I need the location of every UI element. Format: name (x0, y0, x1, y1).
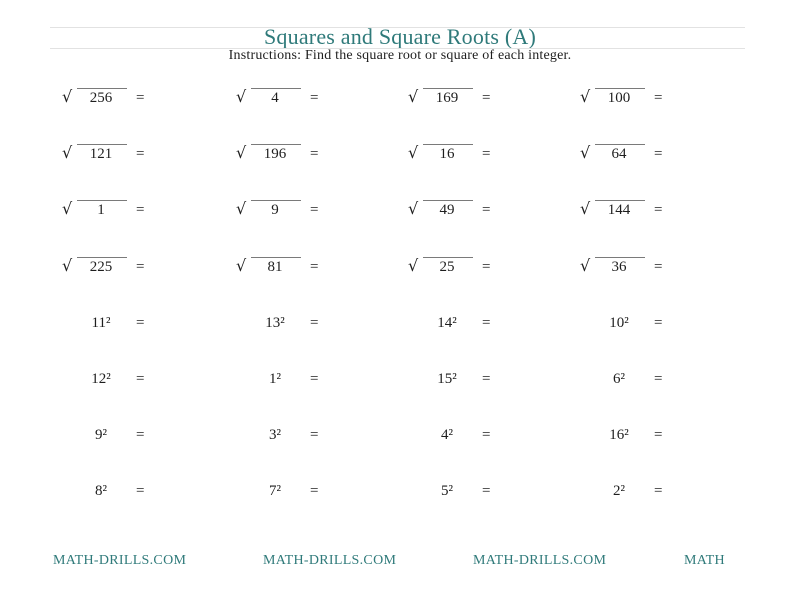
power-expression: 3² (269, 427, 281, 443)
radicand: 1 (97, 202, 105, 218)
power-expression: 7² (269, 483, 281, 499)
worksheet-title: Squares and Square Roots (A) (264, 24, 536, 49)
power-expression: 8² (95, 483, 107, 499)
equals-sign: = (136, 259, 145, 275)
footer-watermark: MATH-DRILLS.COM (263, 553, 397, 568)
equals-sign: = (310, 483, 319, 499)
square-root-problem (408, 87, 538, 111)
power-expression: 14² (437, 315, 457, 331)
equals-sign: = (482, 202, 491, 218)
equals-sign: = (310, 427, 319, 443)
equals-sign: = (136, 90, 145, 106)
power-expression: 5² (441, 483, 453, 499)
footer-watermark: MATH (684, 553, 725, 568)
square-problem (408, 368, 538, 392)
square-problem (236, 424, 366, 448)
square-root-problem (236, 256, 366, 280)
radical-sign: √ (408, 256, 419, 275)
equals-sign: = (482, 315, 491, 331)
equals-sign: = (654, 259, 663, 275)
equals-sign: = (136, 315, 145, 331)
power-expression: 9² (95, 427, 107, 443)
square-problem (62, 424, 192, 448)
equals-sign: = (654, 90, 663, 106)
instructions: Instructions: Find the square root or square of each integer. (228, 48, 572, 63)
equals-sign: = (482, 427, 491, 443)
square-problem (62, 368, 192, 392)
square-root-problem (408, 199, 538, 223)
square-problem (236, 312, 366, 336)
square-root-problem (408, 143, 538, 167)
power-expression: 11² (91, 315, 111, 331)
square-problem (408, 480, 538, 504)
radicand: 256 (89, 90, 113, 106)
power-expression: 1² (269, 371, 281, 387)
radical-sign: √ (580, 199, 591, 218)
square-problem (408, 424, 538, 448)
radical-sign: √ (62, 143, 73, 162)
equals-sign: = (482, 483, 491, 499)
square-root-problem (62, 256, 192, 280)
radicand: 196 (263, 146, 287, 162)
equals-sign: = (136, 427, 145, 443)
radical-sign: √ (408, 143, 419, 162)
equals-sign: = (482, 259, 491, 275)
square-root-problem (62, 143, 192, 167)
equals-sign: = (654, 202, 663, 218)
equals-sign: = (310, 146, 319, 162)
power-expression: 10² (609, 315, 629, 331)
radicand: 9 (271, 202, 279, 218)
radical-sign: √ (580, 256, 591, 275)
radical-sign: √ (580, 87, 591, 106)
square-problem (580, 480, 710, 504)
equals-sign: = (136, 371, 145, 387)
radical-sign: √ (62, 87, 73, 106)
radicand: 81 (267, 259, 283, 275)
power-expression: 6² (613, 371, 625, 387)
radicand: 225 (89, 259, 113, 275)
equals-sign: = (482, 90, 491, 106)
radical-sign: √ (580, 143, 591, 162)
power-expression: 16² (609, 427, 629, 443)
square-problem (236, 368, 366, 392)
equals-sign: = (482, 371, 491, 387)
equals-sign: = (310, 315, 319, 331)
square-problem (580, 368, 710, 392)
radicand: 36 (611, 259, 627, 275)
square-problem (408, 312, 538, 336)
radicand: 64 (611, 146, 627, 162)
radical-sign: √ (236, 143, 247, 162)
equals-sign: = (136, 146, 145, 162)
radicand: 121 (89, 146, 113, 162)
square-problem (62, 480, 192, 504)
footer-watermark: MATH-DRILLS.COM (473, 553, 607, 568)
radicand: 169 (435, 90, 459, 106)
square-root-problem (580, 143, 710, 167)
square-root-problem (580, 87, 710, 111)
equals-sign: = (136, 202, 145, 218)
equals-sign: = (654, 427, 663, 443)
radical-sign: √ (408, 87, 419, 106)
square-root-problem (580, 199, 710, 223)
radical-sign: √ (62, 199, 73, 218)
equals-sign: = (482, 146, 491, 162)
power-expression: 12² (91, 371, 111, 387)
equals-sign: = (310, 259, 319, 275)
equals-sign: = (310, 90, 319, 106)
equals-sign: = (654, 146, 663, 162)
square-problem (580, 424, 710, 448)
square-root-problem (62, 87, 192, 111)
radicand: 100 (607, 90, 631, 106)
power-expression: 2² (613, 483, 625, 499)
square-root-problem (236, 143, 366, 167)
radicand: 16 (439, 146, 455, 162)
radicand: 144 (607, 202, 631, 218)
square-root-problem (236, 87, 366, 111)
equals-sign: = (654, 371, 663, 387)
radical-sign: √ (62, 256, 73, 275)
equals-sign: = (654, 315, 663, 331)
square-root-problem (62, 199, 192, 223)
equals-sign: = (136, 483, 145, 499)
square-problem (62, 312, 192, 336)
square-root-problem (236, 199, 366, 223)
power-expression: 13² (265, 315, 285, 331)
radical-sign: √ (236, 256, 247, 275)
radical-sign: √ (236, 87, 247, 106)
radicand: 49 (439, 202, 455, 218)
power-expression: 15² (437, 371, 457, 387)
square-root-problem (580, 256, 710, 280)
square-problem (236, 480, 366, 504)
footer-watermark: MATH-DRILLS.COM (53, 553, 187, 568)
equals-sign: = (654, 483, 663, 499)
equals-sign: = (310, 371, 319, 387)
radicand: 4 (271, 90, 279, 106)
square-problem (580, 312, 710, 336)
square-root-problem (408, 256, 538, 280)
radicand: 25 (439, 259, 455, 275)
radical-sign: √ (408, 199, 419, 218)
equals-sign: = (310, 202, 319, 218)
power-expression: 4² (441, 427, 453, 443)
radical-sign: √ (236, 199, 247, 218)
